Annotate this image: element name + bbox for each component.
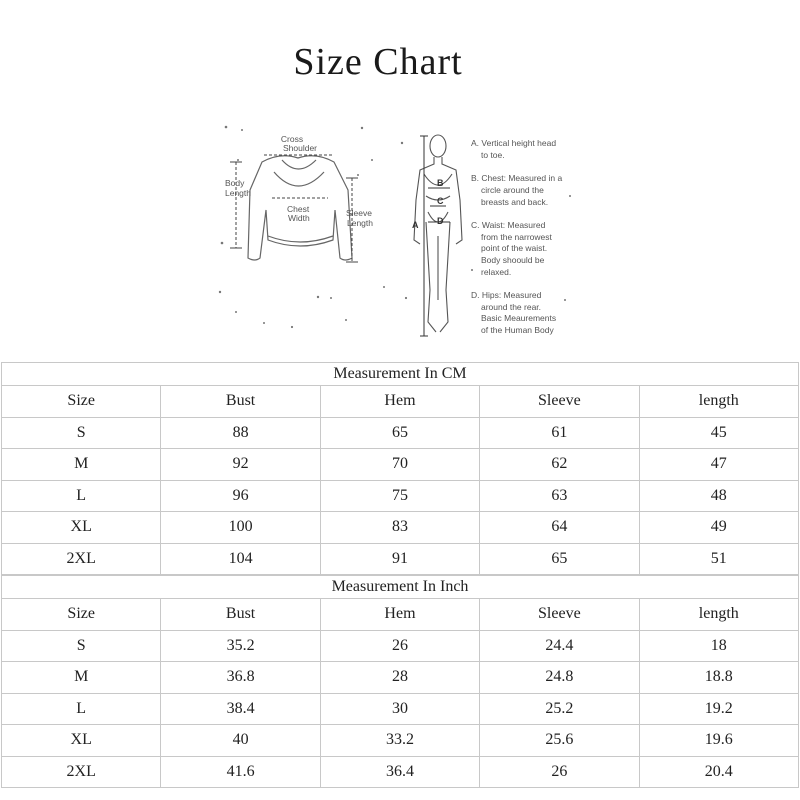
- cell-length: 18.8: [639, 662, 798, 694]
- body-length-label-1: Body: [225, 178, 245, 188]
- header-hem: Hem: [320, 599, 479, 631]
- cell-hem: 36.4: [320, 756, 479, 788]
- note-a-line-1: A. Vertical height head: [471, 138, 557, 148]
- note-c-line-1: C. Waist: Measured: [471, 220, 546, 230]
- note-d-line-2: around the rear.: [481, 302, 542, 312]
- table-row: [2, 756, 799, 788]
- table-row: [2, 662, 799, 694]
- cell-size: M: [2, 449, 161, 481]
- note-c-line-4: Body shoould be: [481, 255, 545, 265]
- table-row: [2, 543, 799, 575]
- table-caption-row: [2, 363, 799, 386]
- cell-size: S: [2, 630, 161, 662]
- header-hem: Hem: [320, 386, 479, 418]
- sleeve-length-label-2: Length: [347, 218, 373, 228]
- table-caption-row: [2, 576, 799, 599]
- size-table-inch: [1, 575, 799, 788]
- cell-sleeve: 24.4: [480, 630, 639, 662]
- cell-bust: 35.2: [161, 630, 320, 662]
- chest-width-label-2: Width: [288, 213, 310, 223]
- body-length-label-2: Length: [225, 188, 251, 198]
- cell-sleeve: 61: [480, 417, 639, 449]
- cell-hem: 28: [320, 662, 479, 694]
- cell-hem: 26: [320, 630, 479, 662]
- note-d-line-3: Basic Meaurements: [481, 313, 557, 323]
- cell-sleeve: 63: [480, 480, 639, 512]
- marker-b: B: [437, 178, 444, 188]
- cell-size: 2XL: [2, 756, 161, 788]
- cell-bust: 104: [161, 543, 320, 575]
- table-caption: Measurement In Inch: [2, 576, 799, 599]
- cell-sleeve: 24.8: [480, 662, 639, 694]
- cell-bust: 100: [161, 512, 320, 544]
- cell-size: S: [2, 417, 161, 449]
- cell-length: 51: [639, 543, 798, 575]
- note-a-line-2: to toe.: [481, 150, 505, 160]
- cell-length: 47: [639, 449, 798, 481]
- cell-length: 19.6: [639, 725, 798, 757]
- body-figure-sketch: [414, 135, 462, 332]
- note-b-line-1: B. Chest: Measured in a: [471, 173, 563, 183]
- cell-sleeve: 65: [480, 543, 639, 575]
- cell-sleeve: 62: [480, 449, 639, 481]
- header-sleeve: Sleeve: [480, 386, 639, 418]
- table-header-row: [2, 386, 799, 418]
- cross-shoulder-label-1: Cross: [280, 134, 304, 144]
- table-row: [2, 512, 799, 544]
- table-header-row: [2, 599, 799, 631]
- cell-length: 19.2: [639, 693, 798, 725]
- cell-length: 18: [639, 630, 798, 662]
- note-b-line-2: circle around the: [481, 185, 544, 195]
- header-bust: Bust: [161, 599, 320, 631]
- cell-hem: 30: [320, 693, 479, 725]
- cell-sleeve: 25.2: [480, 693, 639, 725]
- cell-hem: 83: [320, 512, 479, 544]
- cell-bust: 36.8: [161, 662, 320, 694]
- note-d-line-1: D. Hips: Measured: [471, 290, 542, 300]
- cell-bust: 88: [161, 417, 320, 449]
- cell-size: 2XL: [2, 543, 161, 575]
- header-length: length: [639, 386, 798, 418]
- cell-sleeve: 25.6: [480, 725, 639, 757]
- cell-size: XL: [2, 725, 161, 757]
- marker-a: A: [412, 220, 419, 230]
- table-row: [2, 417, 799, 449]
- cell-size: L: [2, 480, 161, 512]
- cell-hem: 33.2: [320, 725, 479, 757]
- cell-hem: 65: [320, 417, 479, 449]
- header-bust: Bust: [161, 386, 320, 418]
- cell-hem: 75: [320, 480, 479, 512]
- marker-c: C: [437, 196, 444, 206]
- cell-hem: 70: [320, 449, 479, 481]
- cell-length: 49: [639, 512, 798, 544]
- cell-length: 48: [639, 480, 798, 512]
- header-length: length: [639, 599, 798, 631]
- header-size: Size: [2, 386, 161, 418]
- table-row: [2, 630, 799, 662]
- cell-size: M: [2, 662, 161, 694]
- measurement-illustration: [0, 0, 800, 360]
- cell-length: 45: [639, 417, 798, 449]
- cell-length: 20.4: [639, 756, 798, 788]
- table-row: [2, 725, 799, 757]
- cell-bust: 41.6: [161, 756, 320, 788]
- table-row: [2, 693, 799, 725]
- cell-sleeve: 26: [480, 756, 639, 788]
- size-table-cm: [1, 362, 799, 575]
- marker-d: D: [437, 216, 444, 226]
- cell-size: XL: [2, 512, 161, 544]
- note-c-line-2: from the narrowest: [481, 232, 552, 242]
- table-row: [2, 480, 799, 512]
- cell-hem: 91: [320, 543, 479, 575]
- table-row: [2, 449, 799, 481]
- note-c-line-5: relaxed.: [481, 267, 512, 277]
- cross-shoulder-label-2: Shoulder: [282, 143, 318, 153]
- cell-bust: 96: [161, 480, 320, 512]
- measurement-diagram: [0, 0, 800, 360]
- note-d-line-4: of the Human Body: [481, 325, 554, 335]
- page-title: Size Chart: [293, 41, 463, 83]
- note-b-line-3: breasts and back.: [481, 197, 549, 207]
- cell-bust: 38.4: [161, 693, 320, 725]
- table-caption: Measurement In CM: [2, 363, 799, 386]
- cell-bust: 92: [161, 449, 320, 481]
- cell-bust: 40: [161, 725, 320, 757]
- header-size: Size: [2, 599, 161, 631]
- sleeve-length-label-1: Sleeve: [346, 208, 372, 218]
- header-sleeve: Sleeve: [480, 599, 639, 631]
- chest-width-label-1: Chest: [287, 204, 310, 214]
- cell-sleeve: 64: [480, 512, 639, 544]
- note-c-line-3: point of the waist.: [481, 243, 548, 253]
- cell-size: L: [2, 693, 161, 725]
- size-tables: [0, 362, 800, 788]
